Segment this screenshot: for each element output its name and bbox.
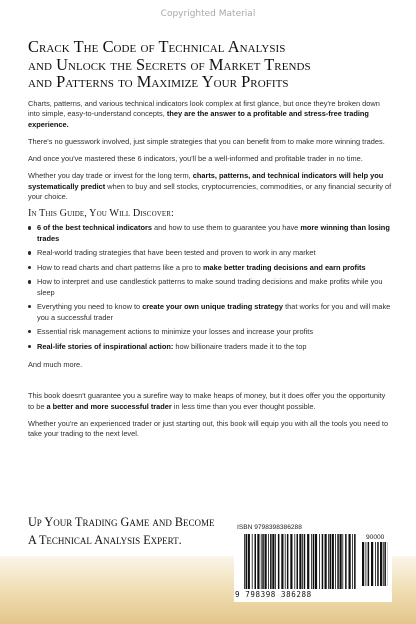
barcode-icon: [244, 534, 356, 592]
barcode-bar: [246, 534, 248, 589]
barcode-bar: [349, 534, 351, 589]
bullet-icon: [28, 226, 31, 229]
barcode-bar: [244, 534, 245, 589]
list-item: Essential risk management actions to minimize your losses and increase your profits: [28, 327, 392, 337]
barcode-bar: [294, 534, 295, 589]
barcode-bar: [384, 542, 386, 586]
barcode-bar: [322, 534, 324, 589]
barcode-bar: [252, 534, 253, 589]
barcode-bar: [299, 534, 301, 589]
barcode-bar: [371, 542, 373, 586]
isbn-label: ISBN 9798398386288: [237, 524, 302, 531]
barcode-bar: [313, 534, 315, 589]
barcode-bar: [342, 534, 343, 589]
barcode-bar: [330, 534, 332, 589]
closing-line: Up Your Trading Game and Become: [28, 515, 215, 529]
headline-line: and Patterns to Maximize Your Profits: [28, 72, 289, 91]
barcode-bar: [380, 542, 382, 586]
barcode-bar: [302, 534, 303, 589]
barcode-bar: [352, 534, 353, 589]
barcode-bar: [261, 534, 262, 589]
bullet-icon: [28, 330, 31, 333]
headline-line: and Unlock the Secrets of Market Trends: [28, 54, 311, 74]
barcode-bar: [285, 534, 286, 589]
barcode-bar: [278, 534, 280, 589]
paragraph-indicators: And once you've mastered these 6 indicators, you'll be a well-informed and profitable trader in no time.: [28, 154, 363, 163]
paragraph-experienced: Whether you're an experienced trader or just starting out, this book will equip you with all the tools you need to take your trading to the next level.: [28, 418, 389, 439]
paragraph-intro: Charts, patterns, and various technical indicators look complex at first glance, but once they're broken down into simple, easy-to-understand concepts, they are the answer to a profitable and stress-free trading experience.: [28, 99, 380, 129]
price-code: 90000: [366, 534, 385, 541]
paragraph-no-guesswork: There's no guesswork involved, just simple strategies that you can benefit from to make more winning trades.: [28, 136, 385, 146]
barcode-bar: [332, 534, 334, 589]
paragraph-long-term: Whether you day trade or invest for the long term, charts, patterns, and technical indicators will help you systematically predict when to buy and sell stocks, cryptocurrencies, commodities, or any financial security of your choice.: [28, 171, 392, 201]
barcode-bar: [375, 542, 376, 586]
barcode-bar: [325, 534, 327, 589]
barcode-bar: [315, 534, 317, 589]
barcode-bar: [362, 542, 364, 586]
barcode-digits: 9 798398 386288: [235, 590, 312, 599]
bullet-icon: [28, 280, 31, 283]
bullet-icon: [28, 305, 31, 308]
headline: [28, 38, 392, 91]
barcode-bar: [297, 534, 299, 589]
barcode-bar: [354, 534, 356, 589]
barcode-bar: [262, 534, 264, 589]
barcode-bar: [319, 534, 320, 589]
list-item: Everything you need to know to create your own unique trading strategy that works for you and will make you a successful trader: [28, 302, 392, 323]
closing-line: A Technical Analysis Expert.: [28, 532, 182, 547]
barcode-block: [234, 522, 392, 602]
barcode-bar: [270, 534, 272, 589]
barcode-bar: [268, 534, 269, 589]
bullet-icon: [28, 251, 31, 254]
paragraph-and-more: And much more.: [28, 360, 83, 370]
barcode-bar: [307, 534, 309, 589]
barcode-bar: [290, 534, 292, 589]
barcode-bar: [328, 534, 329, 589]
barcode-bar: [275, 534, 276, 589]
bullet-icon: [28, 345, 31, 348]
bullet-icon: [28, 266, 31, 269]
barcode-bar: [257, 534, 259, 589]
list-item: Real-life stories of inspirational action: how billionaire traders made it to the top: [28, 342, 392, 352]
barcode-bar: [345, 534, 347, 589]
barcode-bar: [255, 534, 257, 589]
barcode-bar: [265, 534, 267, 589]
barcode-bar: [287, 534, 289, 589]
barcode-bar: [304, 534, 306, 589]
barcode-bar: [248, 534, 250, 589]
barcode-bar: [368, 542, 370, 586]
list-item: Real-world trading strategies that have been tested and proven to work in any market: [28, 248, 392, 258]
barcode-bar: [281, 534, 283, 589]
barcode-bar: [383, 542, 384, 586]
paragraph-no-guarantee: This book doesn't guarantee you a surefire way to make heaps of money, but it does offer you the opportunity to be a better and more successful trader in less time than you ever thought possible.: [28, 391, 386, 411]
barcode-addon-icon: [362, 542, 388, 586]
barcode-bar: [335, 534, 336, 589]
barcode-bar: [337, 534, 339, 589]
barcode-bar: [366, 542, 367, 586]
copyright-watermark: Copyrighted Material: [160, 9, 256, 19]
barcode-bar: [340, 534, 342, 589]
guide-heading: In This Guide, You Will Discover:: [28, 208, 174, 219]
barcode-bar: [377, 542, 379, 586]
cover-body: [28, 99, 392, 446]
headline-line: Crack The Code of Technical Analysis: [28, 37, 286, 56]
list-item: 6 of the best technical indicators and how to use them to guarantee you have more winning than losing trades: [28, 223, 392, 244]
barcode-bar: [272, 534, 274, 589]
list-item: How to read charts and chart patterns like a pro to make better trading decisions and earn profits: [28, 263, 392, 273]
list-item: How to interpret and use candlestick patterns to make sound trading decisions and make profits while you sleep: [28, 277, 392, 298]
discover-list: [28, 223, 392, 352]
barcode-bar: [311, 534, 312, 589]
